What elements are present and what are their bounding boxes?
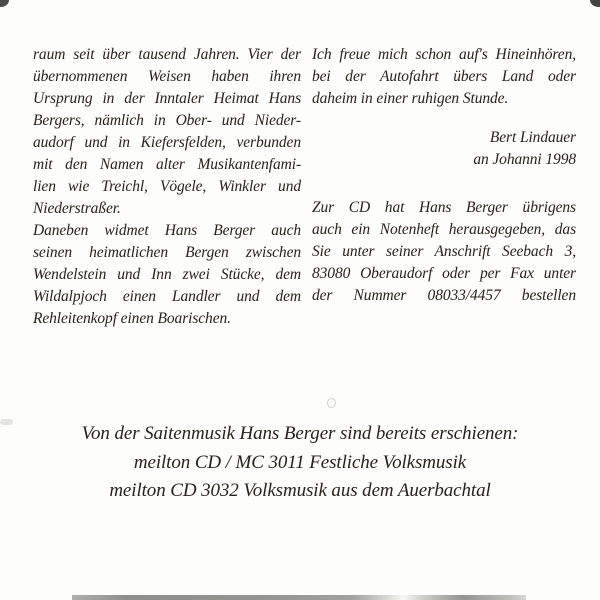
scan-speck-top-right [590,0,600,7]
text-line: raum seit über tausend Jahren. Vier der [33,46,301,63]
text-line: mit den Namen alter Musikantenfami- [33,156,301,173]
paragraph-notenheft-notice [312,197,576,307]
scan-speck-top-left [0,0,9,7]
text-line: Von der Saitenmusik Hans Berger sind bereits erschienen: [81,423,519,444]
text-line: Sie unter seiner Anschrift Seebach 3, [312,243,576,260]
text-line: Ursprung in der Inntaler Heimat Hans [33,90,301,107]
right-text-column [312,44,576,307]
paragraph-intro-quote [312,44,576,110]
text-line: Bergers, nämlich in Ober- und Nieder- [33,112,301,129]
text-line: meilton CD / MC 3011 Festliche Volksmusik [133,451,467,473]
signature-block [312,127,576,171]
scan-smudge-left-edge [0,419,13,425]
text-line: Rehleitenkopf einen Boarischen. [33,310,231,327]
text-line: lien wie Treichl, Vögele, Winkler und [33,178,301,195]
text-line: seinen heimatlichen Bergen zwischen [33,244,301,261]
text-line: Niederstraßer. [33,200,121,217]
footer-discography [0,420,600,506]
text-line: Zur CD hat Hans Berger übrigens [312,199,576,216]
text-line: 83080 Oberaudorf oder per Fax unter [312,265,576,282]
paragraph-mountains [33,220,301,330]
text-line: meilton CD 3032 Volksmusik aus dem Auerbachtal [109,480,491,501]
text-line: bei der Autofahrt übers Land oder [312,68,576,85]
text-line: Bert Lindauer [489,129,576,146]
text-line: Wendelstein und Inn zwei Stücke, dem [33,266,301,283]
text-line: Wildalpjoch einen Landler und dem [33,288,301,305]
text-line: audorf und in Kiefersfelden, verbunden [33,134,301,151]
scan-smudge-ring [327,398,336,408]
text-line: daheim in einer ruhigen Stunde. [312,90,509,107]
text-line: auch ein Notenheft herausgegeben, das [312,221,576,238]
text-line: übernommenen Weisen haben ihren [33,68,301,85]
scan-edge-bar-bottom [72,595,526,600]
text-line: an Johanni 1998 [473,151,576,168]
paragraph-origins [33,44,301,220]
text-line: Daneben widmet Hans Berger auch [33,222,301,239]
left-text-column [33,44,301,330]
text-line: Ich freue mich schon auf's Hineinhören, [312,46,576,63]
text-line: der Nummer 08033/4457 bestellen [312,287,576,304]
